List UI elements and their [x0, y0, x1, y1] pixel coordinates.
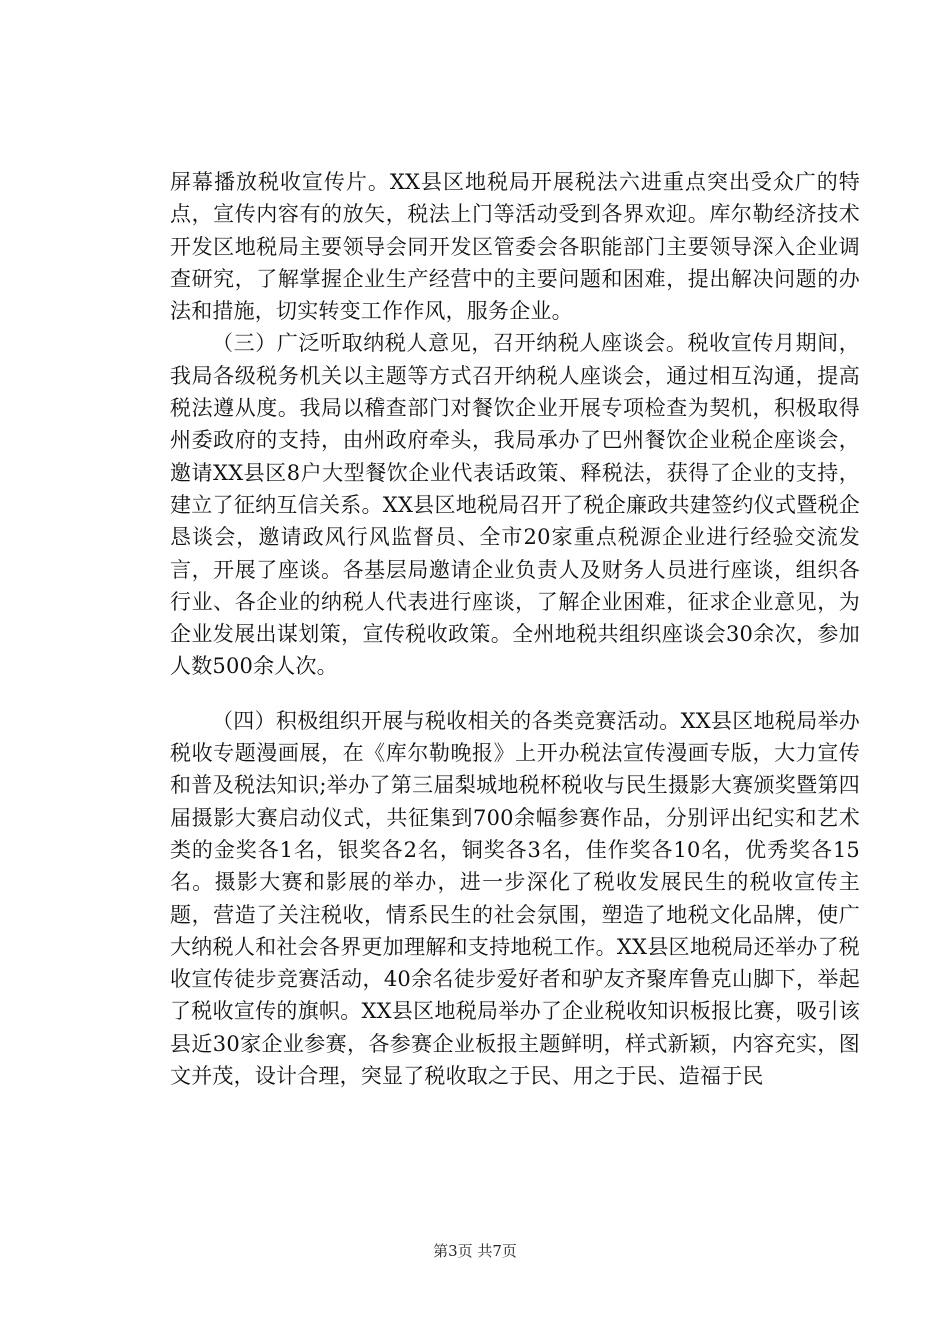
document-body	[170, 166, 860, 1092]
paragraph-section-four: （四）积极组织开展与税收相关的各类竞赛活动。XX县区地税局举办税收专题漫画展，在《库尔勒晚报》上开办税法宣传漫画专版，大力宣传和普及税法知识;举办了第三届梨城地税杯税收与民生摄影大赛颁奖暨第四届摄影大赛启动仪式，共征集到700余幅参赛作品，分别评出纪实和艺术类的金奖各1名，银奖各2名，铜奖各3名，佳作奖各10名，优秀奖各15名。摄影大赛和影展的举办，进一步深化了税收发展民生的税收宣传主题，营造了关注税收，情系民生的社会氛围，塑造了地税文化品牌，使广大纳税人和社会各界更加理解和支持地税工作。XX县区地税局还举办了税收宣传徒步竞赛活动，40余名徒步爱好者和驴友齐聚库鲁克山脚下，举起了税收宣传的旗帜。XX县区地税局举办了企业税收知识板报比赛，吸引该县近30家企业参赛，各参赛企业板报主题鲜明，样式新颖，内容充实，图文并茂，设计合理，突显了税收取之于民、用之于民、造福于民	[170, 708, 860, 1089]
page-number-footer: 第3页 共7页	[433, 1242, 517, 1260]
paragraph-gap	[170, 683, 860, 705]
paragraph-section-three: （三）广泛听取纳税人意见，召开纳税人座谈会。税收宣传月期间，我局各级税务机关以主题等方式召开纳税人座谈会，通过相互沟通，提高税法遵从度。我局以稽查部门对餐饮企业开展专项检查为契机，积极取得州委政府的支持，由州政府牵头，我局承办了巴州餐饮企业税企座谈会，邀请XX县区8户大型餐饮企业代表话政策、释税法，获得了企业的支持，建立了征纳互信关系。XX县区地税局召开了税企廉政共建签约仪式暨税企恳谈会，邀请政风行风监督员、全市20家重点税源企业进行经验交流发言，开展了座谈。各基层局邀请企业负责人及财务人员进行座谈，组织各行业、各企业的纳税人代表进行座谈，了解企业困难，征求企业意见，为企业发展出谋划策，宣传税收政策。全州地税共组织座谈会30余次，参加人数500余人次。	[170, 331, 860, 679]
paragraph-continuation: 屏幕播放税收宣传片。XX县区地税局开展税法六进重点突出受众广的特点，宣传内容有的放矢，税法上门等活动受到各界欢迎。库尔勒经济技术开发区地税局主要领导会同开发区管委会各职能部门主要领导深入企业调查研究，了解掌握企业生产经营中的主要问题和困难，提出解决问题的办法和措施，切实转变工作作风，服务企业。	[170, 170, 860, 324]
